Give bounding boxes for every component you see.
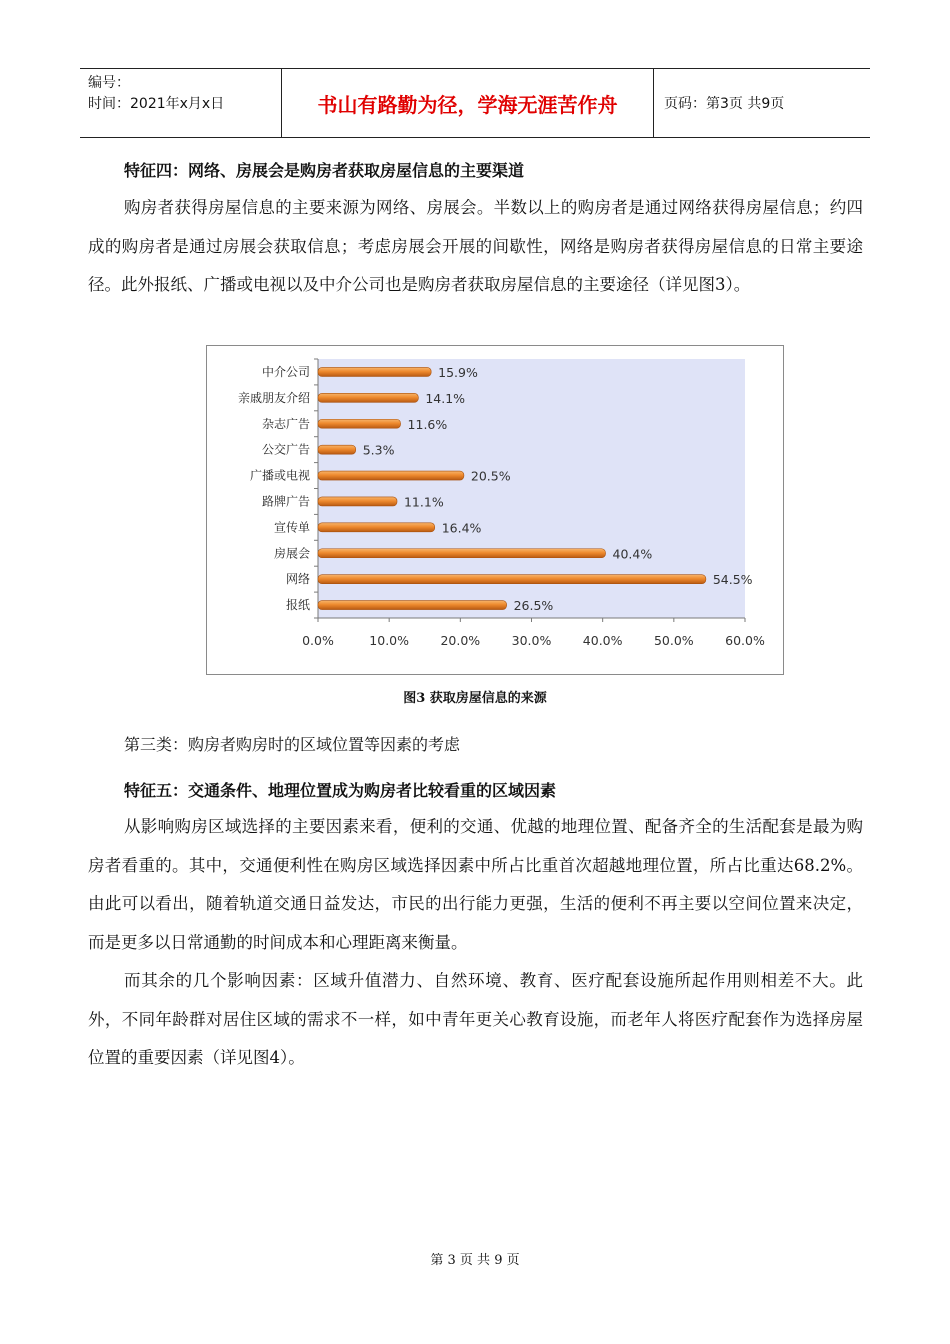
category-label: 房展会 xyxy=(273,546,310,561)
x-tick-label: 60.0% xyxy=(725,633,765,648)
data-label: 11.1% xyxy=(403,494,444,510)
bar xyxy=(318,419,401,428)
paragraph-other-factors: 而其余的几个影响因素：区域升值潜力、自然环境、教育、医疗配套设施所起作用则相差不大。此外，不同年龄群对居住区域的需求不一样，如中青年更关心教育设施，而老年人将医疗配套作为选择房屋位置的重要因素（详见图4）。 xyxy=(88,971,863,1067)
bar xyxy=(318,497,397,506)
category-label: 路牌广告 xyxy=(261,494,310,509)
section-heading-feature-5: 特征五：交通条件、地理位置成为购房者比较看重的区域因素 xyxy=(124,781,557,800)
paragraph-info-sources: 购房者获得房屋信息的主要来源为网络、房展会。半数以上的购房者是通过网络获得房屋信息；约四成的购房者是通过房展会获取信息；考虑房展会开展的间歇性，网络是购房者获得房屋信息的日常主要途径。此外报纸、广播或电视以及中介公司也是购房者获取房屋信息的主要途径（详见图3）。 xyxy=(88,198,863,294)
paragraph-location-factors: 从影响购房区域选择的主要因素来看，便利的交通、优越的地理位置、配备齐全的生活配套是最为购房者看重的。其中，交通便利性在购房区域选择因素中所占比重首次超越地理位置，所占比重达68.2%。由此可以看出，随着轨道交通日益发达，市民的出行能力更强，生活的便利不再主要以空间位置来决定，而是更多以日常通勤的时间成本和心理距离来衡量。 xyxy=(88,817,863,952)
date-label: 时间：2021年x月x日 xyxy=(88,96,225,112)
data-label: 54.5% xyxy=(712,572,753,588)
header-motto: 书山有路勤为径，学海无涯苦作舟 xyxy=(282,69,654,137)
category-label: 中介公司 xyxy=(261,364,310,379)
header-meta xyxy=(80,69,282,137)
data-label: 5.3% xyxy=(362,442,395,458)
category-label: 宣传单 xyxy=(273,520,310,535)
bar xyxy=(318,601,507,610)
data-label: 15.9% xyxy=(438,364,478,380)
bar xyxy=(318,471,464,480)
category-label: 报纸 xyxy=(285,598,310,613)
bar-chart xyxy=(207,346,783,674)
figure-caption: 图3 获取房屋信息的来源 xyxy=(403,691,547,706)
x-tick-label: 40.0% xyxy=(582,633,623,648)
category-label: 公交广告 xyxy=(261,442,310,457)
x-tick-label: 30.0% xyxy=(511,633,552,648)
category-label: 亲戚朋友介绍 xyxy=(237,390,310,405)
category-label: 网络 xyxy=(285,572,310,587)
x-tick-label: 0.0% xyxy=(302,633,334,648)
data-label: 20.5% xyxy=(470,468,511,484)
category-label: 广播或电视 xyxy=(249,468,310,483)
category-label: 杂志广告 xyxy=(261,416,310,431)
x-tick-label: 10.0% xyxy=(369,633,410,648)
bar xyxy=(318,393,418,402)
header-page-info: 页码：第3页 共9页 xyxy=(664,96,785,112)
data-label: 14.1% xyxy=(425,390,466,406)
number-label: 编号： xyxy=(88,75,130,91)
bar xyxy=(318,367,431,376)
section-heading-feature-4: 特征四：网络、房展会是购房者获取房屋信息的主要渠道 xyxy=(124,161,525,180)
data-label: 40.4% xyxy=(612,546,653,562)
data-label: 11.6% xyxy=(407,416,448,432)
x-tick-label: 50.0% xyxy=(653,633,694,648)
category-title: 第三类：购房者购房时的区域位置等因素的考虑 xyxy=(124,735,461,754)
bar xyxy=(318,523,435,532)
page-footer: 第 3 页 共 9 页 xyxy=(430,1253,520,1268)
page-header xyxy=(80,68,870,138)
bar xyxy=(318,575,706,584)
bar xyxy=(318,549,606,558)
x-tick-label: 20.0% xyxy=(440,633,481,648)
data-label: 26.5% xyxy=(513,598,554,614)
data-label: 16.4% xyxy=(441,520,482,536)
bar xyxy=(318,445,356,454)
chart-info-sources xyxy=(206,345,784,675)
